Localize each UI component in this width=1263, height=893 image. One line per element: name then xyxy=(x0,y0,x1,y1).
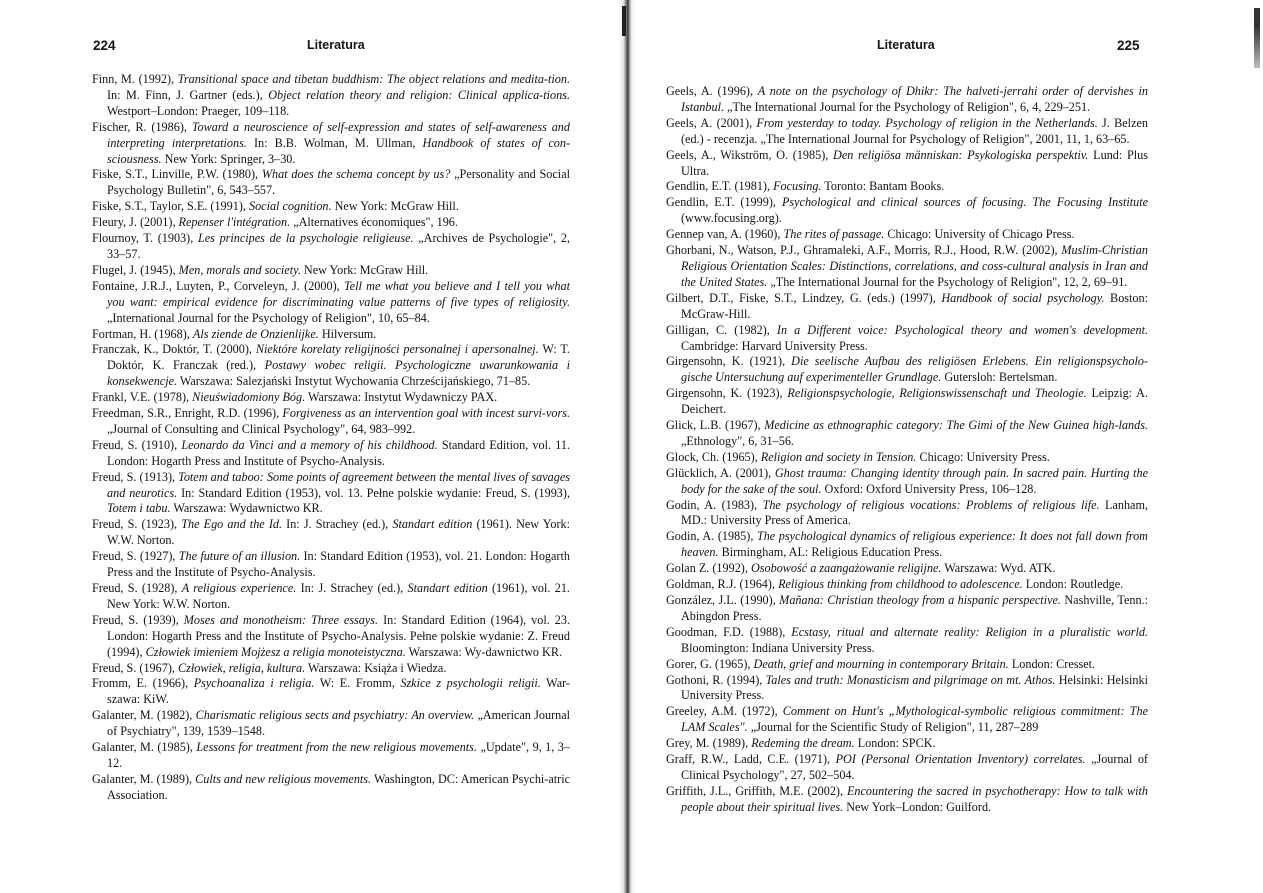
reference-entry: Freud, S. (1927), The future of an illusion. In: Standard Edition (1953), vol. 21. London: Hogarth Press and the Institute of Psycho-Analysis. xyxy=(92,549,570,580)
reference-title: Forgiveness as an intervention goal with incest survi-vors. xyxy=(282,406,570,421)
reference-entry: Galanter, M. (1989), Cults and new religious movements. Washington, DC: American Psychi-atric Association. xyxy=(92,771,571,802)
reference-entry: Ghorbani, N., Watson, P.J., Ghramaleki, A.F., Morris, R.J., Hood, R.W. (2002), Muslim-Christian Religious Orientation Scales: Distinctions, correlations, and coss-cultural analysis in Iran and the United States. „The International Journal for the Psychology of Religion", 12, 2, 69–91. xyxy=(666,243,1148,289)
reference-entry: Girgensohn, K. (1923), Religionspsychologie, Religionswissenschaft und Theologie. Leipzig: A. Deichert. xyxy=(666,386,1148,417)
reference-entry: Greeley, A.M. (1972), Comment on Hunt's „Mythological-symbolic religious commitment: The LAM Scales". „Journal for the Scientific Study of Religion", 11, 287–289 xyxy=(666,704,1149,735)
reference-entry: Galanter, M. (1985), Lessons for treatment from the new religious movements. „Update", 9, 1, 3–12. xyxy=(92,740,570,770)
right-page xyxy=(636,0,1263,893)
reference-title: In a Different voice: Psychological theory and women's development. xyxy=(776,322,1148,337)
reference-entry: Girgensohn, K. (1921), Die seelische Aufbau des religiösen Erlebens. Ein religionspsycholo-gische Untersuchung auf experimenteller Grundlage. Gutersloh: Bertelsman. xyxy=(666,354,1148,385)
reference-entry: Gennep van, A. (1960), The rites of passage. Chicago: University of Chicago Press. xyxy=(666,227,1075,242)
bibliography-list xyxy=(666,84,1148,816)
reference-entry: Glock, Ch. (1965), Religion and society in Tension. Chicago: University Press. xyxy=(666,449,1050,464)
reference-title: A note on the psychology of Dhikr: The halveti-jerrahi order of dervishes in Istanbul. xyxy=(681,84,1148,114)
reference-entry: Fontaine, J.R.J., Luyten, P., Corveleyn, J. (2000), Tell me what you believe and I tell you what you want: empirical evidence for discriminating value patterns of five types of religiosity. „International Journal for the Psychology of Religion", 10, 65–84. xyxy=(92,278,571,325)
reference-title: Totem and taboo: Some points of agreement between the mental lives of savages and neurotics. xyxy=(107,469,570,500)
reference-title: Totem i tabu. xyxy=(107,501,171,516)
reference-title: Object relation theory and religion: Clinical applica-tions. xyxy=(268,87,570,102)
reference-entry: Grey, M. (1989), Redeming the dream. London: SPCK. xyxy=(666,736,936,751)
reference-title: Medicine as ethnographic category: The Gimi of the New Guinea high-lands. xyxy=(764,418,1148,433)
reference-title: Handbook of states of con-sciousness. xyxy=(107,135,570,166)
reference-title: Als ziende de Onzienlijke. xyxy=(192,326,319,341)
reference-title: The Ego and the Id. xyxy=(181,517,283,532)
gutter-scan-mark xyxy=(622,6,626,36)
reference-title: Moses and monotheism: Three essays. xyxy=(183,612,379,627)
reference-entry: Freud, S. (1939), Moses and monotheism: Three essays. In: Standard Edition (1964), vol. 23. London: Hogarth Press and the Institute of Psycho-Analysis. Pełne polskie wydanie: Z. Freud (1994), Człowiek imieniem Mojżesz a religia monoteistyczna. Warszawa: Wy-dawnictwo KR. xyxy=(92,612,570,659)
reference-title: Tales and truth: Monasticism and pilgrimage on mt. Athos. xyxy=(765,672,1056,687)
reference-title: Niektóre korelaty religijności personalnej i apersonalnej. xyxy=(255,342,539,357)
reference-title: Standart edition xyxy=(392,517,473,532)
reference-entry: Graff, R.W., Ladd, C.E. (1971), POI (Personal Orientation Inventory) correlates. „Journal of Clinical Psychology", 27, 502–504. xyxy=(666,752,1148,782)
reference-entry: Gothoni, R. (1994), Tales and truth: Monasticism and pilgrimage on mt. Athos. Helsinki: Helsinki University Press. xyxy=(666,672,1148,703)
reference-entry: Gorer, G. (1965), Death, grief and mourning in contemporary Britain. London: Cresset. xyxy=(666,656,1096,671)
bibliography-list xyxy=(92,72,570,804)
reference-entry: Godin, A. (1985), The psychological dynamics of religious experience: It does not fall down from heaven. Birmingham, AL: Religious Education Press. xyxy=(666,529,1148,560)
page-number: 225 xyxy=(1117,38,1140,53)
reference-title: What does the schema concept by us? xyxy=(261,167,451,182)
reference-entry: Goodman, F.D. (1988), Ecstasy, ritual and alternate reality: Religion in a pluralistic world. Bloomington: Indiana University Press. xyxy=(666,624,1148,655)
reference-title: Men, morals and society. xyxy=(178,262,301,277)
reference-title: Psychological and clinical sources of focusing. The Focusing Institute xyxy=(781,195,1148,210)
reference-entry: Fleury, J. (2001), Repenser l'intégration. „Alternatives économiques", 196. xyxy=(92,215,458,230)
reference-title: Szkice z psychologii religii. xyxy=(400,676,541,691)
reference-title: Handbook of social psychology. xyxy=(941,290,1105,305)
reference-title: The psychological dynamics of religious experience: It does not fall down from heaven. xyxy=(681,529,1148,560)
reference-entry: Freud, S. (1913), Totem and taboo: Some points of agreement between the mental lives of savages and neurotics. In: Standard Edition (1953), vol. 13. Pełne polskie wydanie: Freud, S. (1993), Totem i tabu. Warszawa: Wydawnictwo KR. xyxy=(92,469,570,516)
reference-title: Den religiösa människan: Psykologiska perspektiv. xyxy=(833,147,1089,162)
reference-entry: Freud, S. (1923), The Ego and the Id. In: J. Strachey (ed.), Standart edition (1961). New York: W.W. Norton. xyxy=(92,517,570,548)
reference-title: Die seelische Aufbau des religiösen Erlebens. Ein religionspsycholo-gische Untersuchung auf experimenteller Grundlage. xyxy=(681,354,1148,385)
reference-title: Comment on Hunt's „Mythological-symbolic religious commitment: The LAM Scales". xyxy=(681,704,1149,735)
reference-title: Człowiek, religia, kultura. xyxy=(178,660,306,675)
book-gutter xyxy=(618,0,636,893)
reference-entry: Gendlin, E.T. (1981), Focusing. Toronto: Bantam Books. xyxy=(666,179,945,194)
reference-title: Lessons for treatment from the new religious movements. xyxy=(196,740,477,755)
reference-entry: Griffith, J.L., Griffith, M.E. (2002), Encountering the sacred in psychotherapy: How to talk with people about their spiritual lives. New York–London: Guilford. xyxy=(666,783,1148,814)
reference-entry: González, J.L. (1990), Mañana: Christian theology from a hispanic perspective. Nashville, Tenn.: Abingdon Press. xyxy=(666,593,1148,623)
reference-title: Focusing. xyxy=(773,179,822,194)
reference-entry: Geels, A., Wikström, O. (1985), Den religiösa människan: Psykologiska perspektiv. Lund: Plus Ultra. xyxy=(666,147,1148,178)
reference-entry: Franczak, K., Doktór, T. (2000), Niektóre korelaty religijności personalnej i apersonalnej. W: T. Doktór, K. Franczak (red.), Postawy wobec religii. Psychologiczne uwarunkowania i konsekwencje. Warszawa: Salezjański Instytut Wychowania Chrześcijańskiego, 71–85. xyxy=(92,342,570,389)
reference-entry: Glick, L.B. (1967), Medicine as ethnographic category: The Gimi of the New Guinea high-lands. „Ethnology", 6, 31–56. xyxy=(666,418,1148,448)
reference-title: Ecstasy, ritual and alternate reality: Religion in a pluralistic world. xyxy=(791,624,1148,639)
reference-entry: Fiske, S.T., Linville, P.W. (1980), What does the schema concept by us? „Personality and Social Psychology Bulletin", 6, 543–557. xyxy=(92,167,570,198)
reference-title: Encountering the sacred in psychotherapy: How to talk with people about their spiritual lives. xyxy=(681,783,1148,814)
running-header: Literatura xyxy=(877,38,935,52)
reference-entry: Frankl, V.E. (1978), Nieuświadomiony Bóg. Warszawa: Instytut Wydawniczy PAX. xyxy=(92,390,498,405)
reference-entry: Flugel, J. (1945), Men, morals and society. New York: McGraw Hill. xyxy=(92,262,429,277)
reference-title: The future of an illusion. xyxy=(178,549,301,564)
left-page xyxy=(0,0,620,893)
reference-entry: Fromm, E. (1966), Psychoanaliza i religia. W: E. Fromm, Szkice z psychologii religii. War-szawa: KiW. xyxy=(92,676,570,707)
reference-title: Postawy wobec religii. Psychologiczne uwarunkowania i konsekwencje. xyxy=(107,358,570,389)
reference-title: POI (Personal Orientation Inventory) correlates. xyxy=(835,752,1086,767)
reference-title: Psychoanaliza i religia. xyxy=(193,676,315,691)
reference-entry: Freud, S. (1910), Leonardo da Vinci and a memory of his childhood. Standard Edition, vol. 11. London: Hogarth Press and Institute of Psycho-Analysis. xyxy=(92,437,570,468)
reference-title: Człowiek imieniem Mojżesz a religia monoteistyczna. xyxy=(145,644,406,659)
reference-title: A religious experience. xyxy=(181,581,297,595)
reference-title: Redeming the dream. xyxy=(751,736,855,751)
reference-title: Nieuświadomiony Bóg. xyxy=(192,390,306,405)
reference-title: Charismatic religious sects and psychiatry: An overview. xyxy=(195,708,475,723)
reference-title: Ghost trauma: Changing identity through pain. In sacred pain. Hurting the body for the sake of the soul. xyxy=(681,465,1148,496)
reference-title: Muslim-Christian Religious Orientation Scales: Distinctions, correlations, and coss-cultural analysis in Iran and the United States. xyxy=(681,243,1148,289)
reference-entry: Flournoy, T. (1903), Les principes de la psychologie religieuse. „Archives de Psychologie", 2, 33–57. xyxy=(92,231,570,261)
reference-title: The rites of passage. xyxy=(783,227,885,242)
reference-title: Religion and society in Tension. xyxy=(760,449,917,464)
reference-entry: Gilbert, D.T., Fiske, S.T., Lindzey, G. (eds.) (1997), Handbook of social psychology. Boston: McGraw-Hill. xyxy=(666,290,1148,321)
reference-entry: Glücklich, A. (2001), Ghost trauma: Changing identity through pain. In sacred pain. Hurting the body for the sake of the soul. Oxford: Oxford University Press, 106–128. xyxy=(666,465,1148,496)
reference-entry: Freud, S. (1967), Człowiek, religia, kultura. Warszawa: Książa i Wiedza. xyxy=(92,660,447,675)
reference-title: From yesterday to today. Psychology of religion in the Netherlands. xyxy=(756,115,1098,130)
reference-entry: Geels, A. (1996), A note on the psychology of Dhikr: The halveti-jerrahi order of dervishes in Istanbul. „The International Journal for the Psychology of Religion", 6, 4, 229–251. xyxy=(666,84,1148,114)
reference-title: Repenser l'intégration. xyxy=(178,215,291,230)
reference-title: Transitional space and tibetan buddhism: The object relations and medita-tion. xyxy=(177,72,570,86)
reference-entry: Godin, A. (1983), The psychology of religious vocations: Problems of religious life. Lanham, MD.: University Press of America. xyxy=(666,497,1148,528)
reference-entry: Goldman, R.J. (1964), Religious thinking from childhood to adolescence. London: Routledge. xyxy=(666,577,1124,592)
reference-title: Les principes de la psychologie religieuse. xyxy=(197,231,414,246)
reference-title: Cults and new religious movements. xyxy=(195,771,372,786)
reference-entry: Golan Z. (1992), Osobowość a zaangażowanie religijne. Warszawa: Wyd. ATK. xyxy=(666,561,1056,576)
reference-title: Religionspsychologie, Religionswissenschaft und Theologie. xyxy=(787,386,1087,401)
reference-entry: Geels, A. (2001), From yesterday to today. Psychology of religion in the Netherlands. J. Belzen (ed.) - recenzja. „The International Journal for Psychology of Religion", 2001, 11, 1, 63–65. xyxy=(666,115,1148,146)
reference-title: Toward a neuroscience of self-expression and states of self-awareness and interpreting interpretations. xyxy=(107,119,570,150)
reference-entry: Finn, M. (1992), Transitional space and tibetan buddhism: The object relations and medita-tion. In: M. Finn, J. Gartner (eds.), Object relation theory and religion: Clinical applica-tions. Westport–London: Praeger, 109–118. xyxy=(92,72,570,118)
reference-title: The psychology of religious vocations: Problems of religious life. xyxy=(762,497,1100,512)
reference-title: Death, grief and mourning in contemporary Britain. xyxy=(753,656,1009,671)
reference-entry: Galanter, M. (1982), Charismatic religious sects and psychiatry: An overview. „American Journal of Psychiatry", 139, 1539–1548. xyxy=(92,708,570,739)
reference-entry: Gendlin, E.T. (1999), Psychological and clinical sources of focusing. The Focusing Institute (www.focusing.org). xyxy=(666,195,1148,226)
reference-title: Tell me what you believe and I tell you what you want: empirical evidence for discriminating value patterns of five types of religiosity. xyxy=(107,278,571,309)
reference-entry: Fiske, S.T., Taylor, S.E. (1991), Social cognition. New York: McGraw Hill. xyxy=(92,199,459,214)
reference-entry: Fischer, R. (1986), Toward a neuroscience of self-expression and states of self-awareness and interpreting interpretations. In: B.B. Wolman, M. Ullman, Handbook of states of con-sciousness. New York: Springer, 3–30. xyxy=(92,119,570,166)
reference-entry: Freedman, S.R., Enright, R.D. (1996), Forgiveness as an intervention goal with incest survi-vors. „Journal of Consulting and Clinical Psychology", 64, 983–992. xyxy=(92,406,570,436)
running-header: Literatura xyxy=(307,38,365,52)
reference-entry: Freud, S. (1928), A religious experience. In: J. Strachey (ed.), Standart edition (1961), vol. 21. New York: W.W. Norton. xyxy=(92,581,570,611)
reference-title: Social cognition. xyxy=(248,199,332,214)
reference-title: Mañana: Christian theology from a hispanic perspective. xyxy=(779,593,1061,607)
reference-title: Religious thinking from childhood to adolescence. xyxy=(778,577,1023,592)
reference-title: Leonardo da Vinci and a memory of his childhood. xyxy=(181,437,438,452)
reference-entry: Gilligan, C. (1982), In a Different voice: Psychological theory and women's development. Cambridge: Harvard University Press. xyxy=(666,322,1148,353)
reference-title: Osobowość a zaangażowanie religijne. xyxy=(750,561,942,576)
reference-entry: Fortman, H. (1968), Als ziende de Onzienlijke. Hilversum. xyxy=(92,326,377,341)
page-number: 224 xyxy=(93,38,116,53)
reference-title: Standart edition xyxy=(407,581,488,595)
